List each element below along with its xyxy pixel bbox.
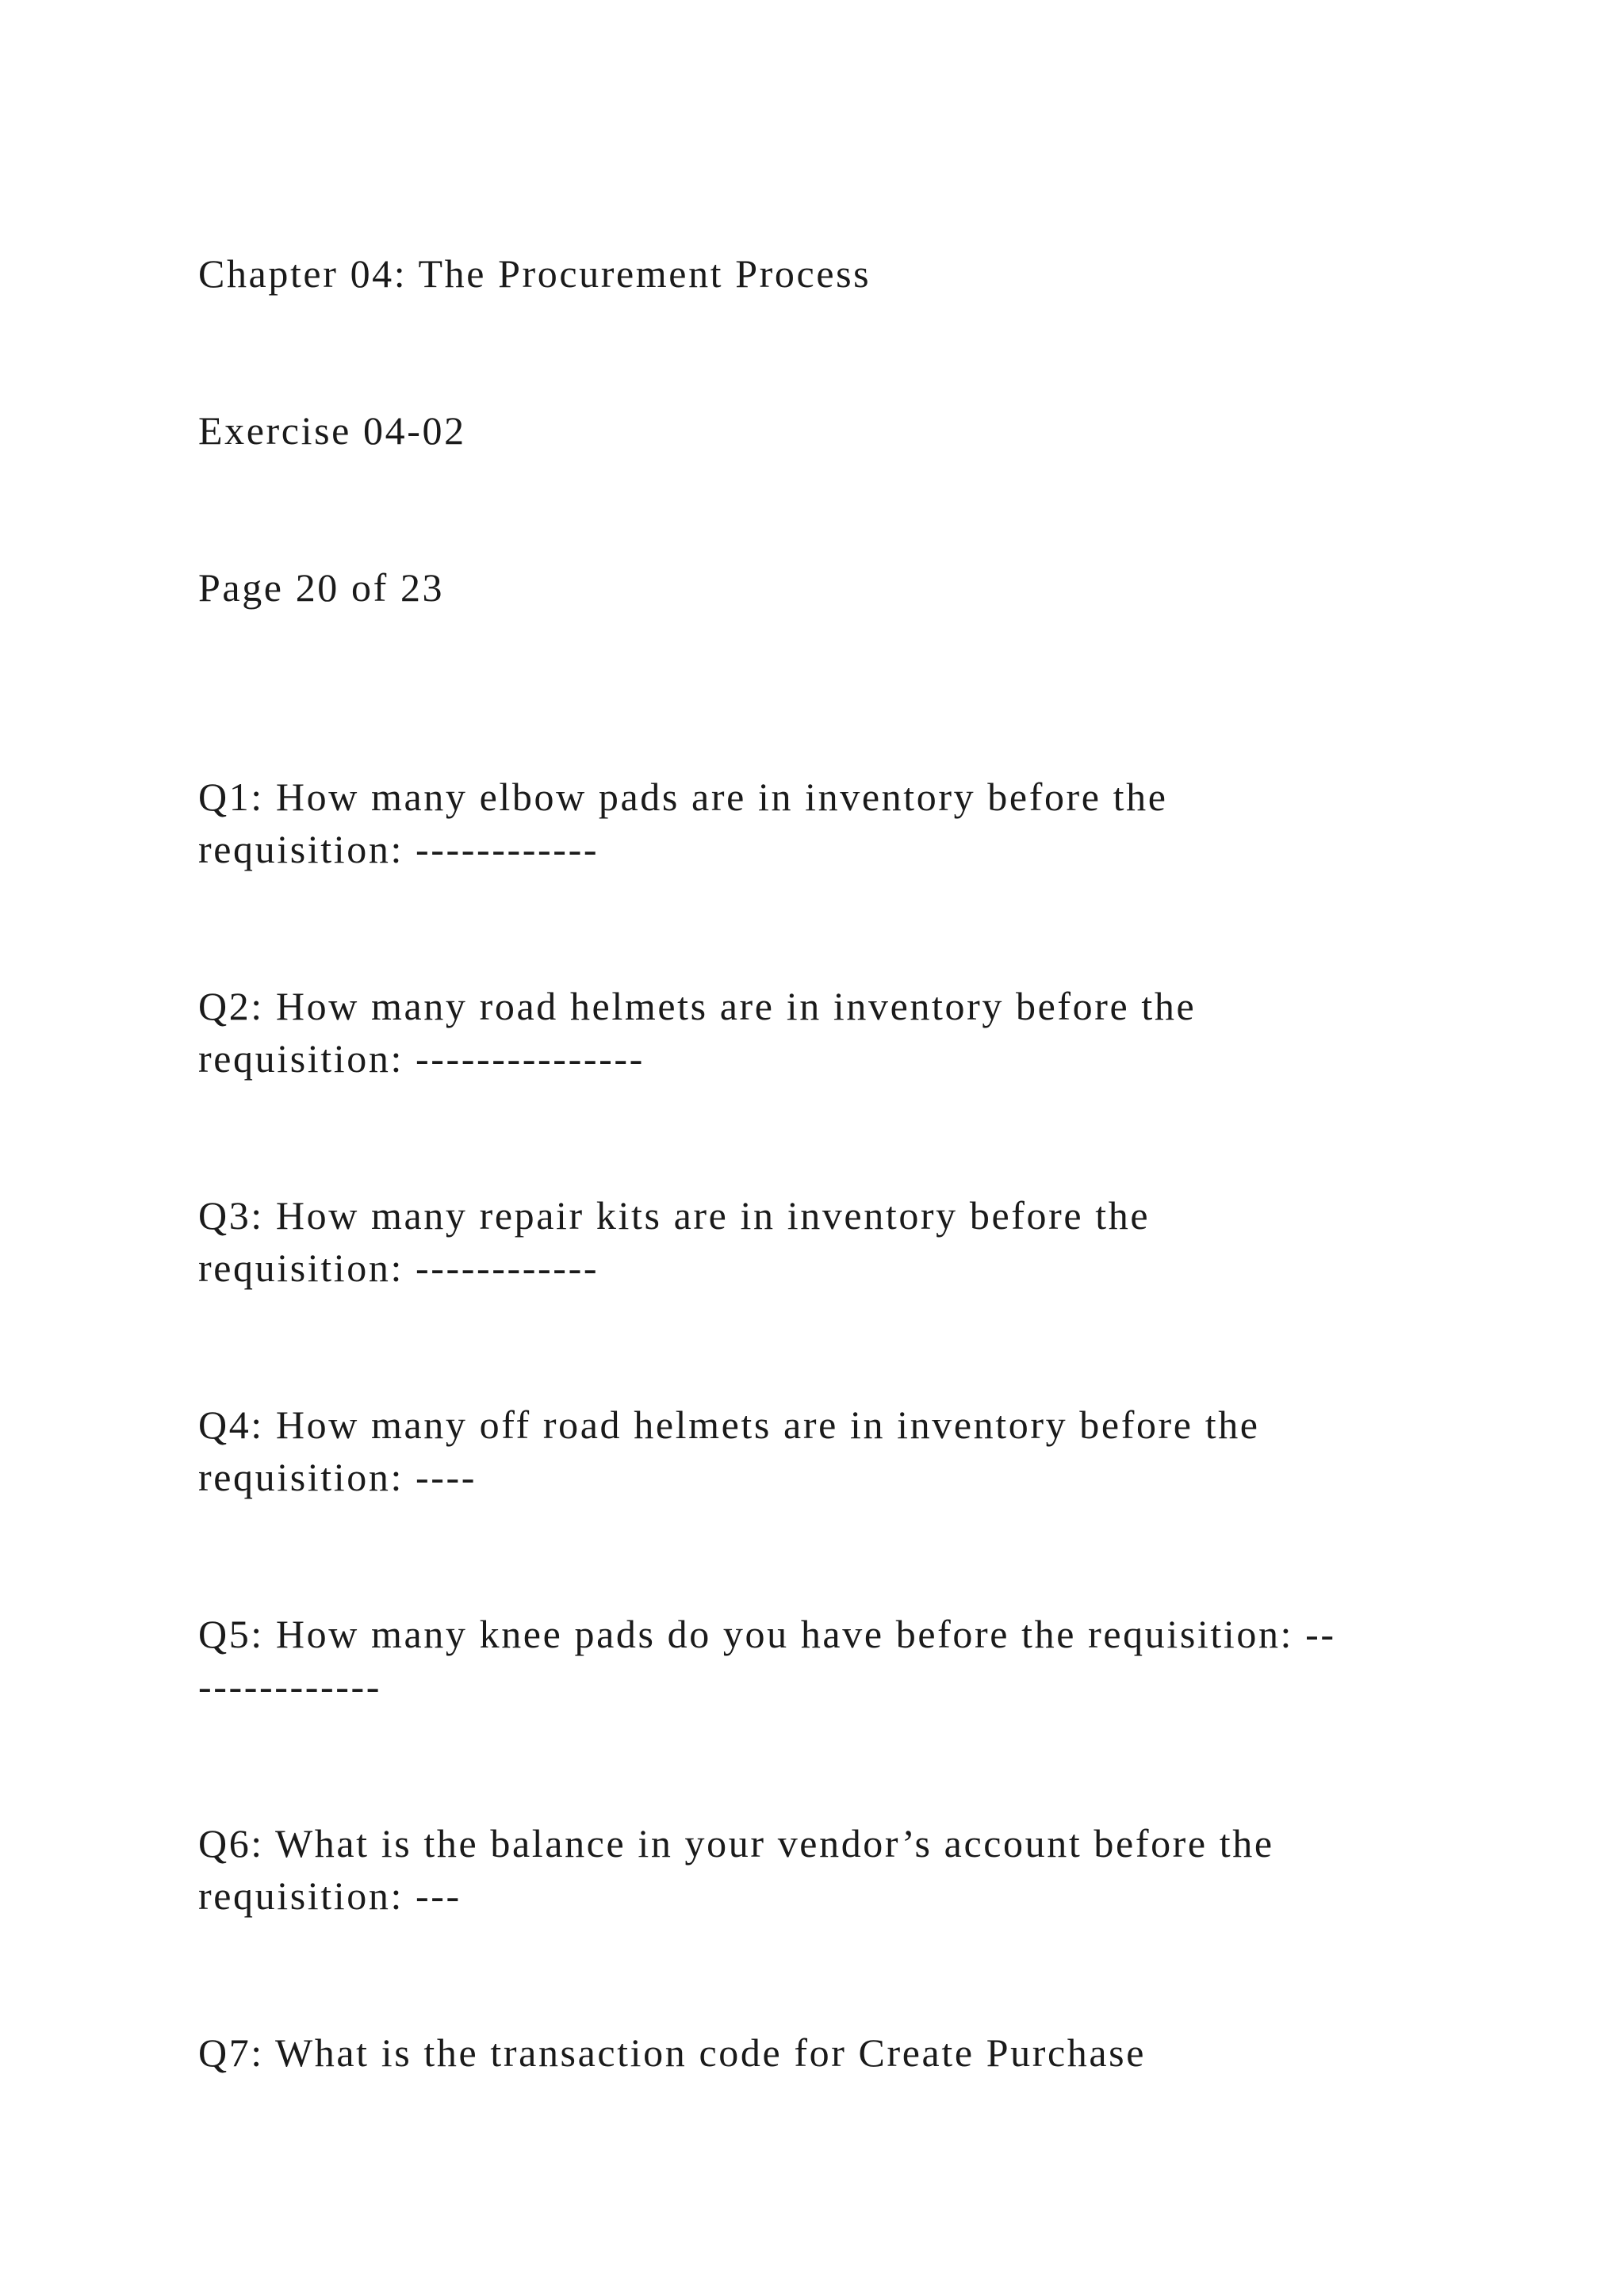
answer-blank: requisition: ------------ [198, 1246, 599, 1290]
question-text: Q2: How many road helmets are in inventory before the [198, 984, 1197, 1028]
question-text: Q5: How many knee pads do you have before the requisition: -- [198, 1612, 1336, 1656]
question-6 [198, 1817, 1507, 1922]
answer-blank: requisition: ------------ [198, 827, 599, 871]
question-3 [198, 1189, 1507, 1294]
page-number: Page 20 of 23 [198, 565, 445, 610]
question-7 [198, 2026, 1507, 2079]
question-text: Q6: What is the balance in your vendor’s account before the [198, 1821, 1274, 1866]
answer-blank: requisition: ---- [198, 1455, 477, 1499]
question-5 [198, 1608, 1507, 1712]
answer-blank: requisition: --------------- [198, 1036, 645, 1081]
question-text: Q7: What is the transaction code for Create Purchase [198, 2030, 1147, 2075]
question-text: Q1: How many elbow pads are in inventory before the [198, 775, 1168, 819]
question-text: Q3: How many repair kits are in inventory before the [198, 1193, 1151, 1238]
chapter-title: Chapter 04: The Procurement Process [198, 251, 871, 296]
exercise-label: Exercise 04-02 [198, 408, 466, 453]
answer-blank: requisition: --- [198, 1873, 462, 1918]
question-text: Q4: How many off road helmets are in inventory before the [198, 1402, 1260, 1447]
question-1 [198, 771, 1507, 875]
answer-blank: ------------ [198, 1664, 382, 1709]
question-4 [198, 1399, 1507, 1503]
question-2 [198, 980, 1507, 1085]
